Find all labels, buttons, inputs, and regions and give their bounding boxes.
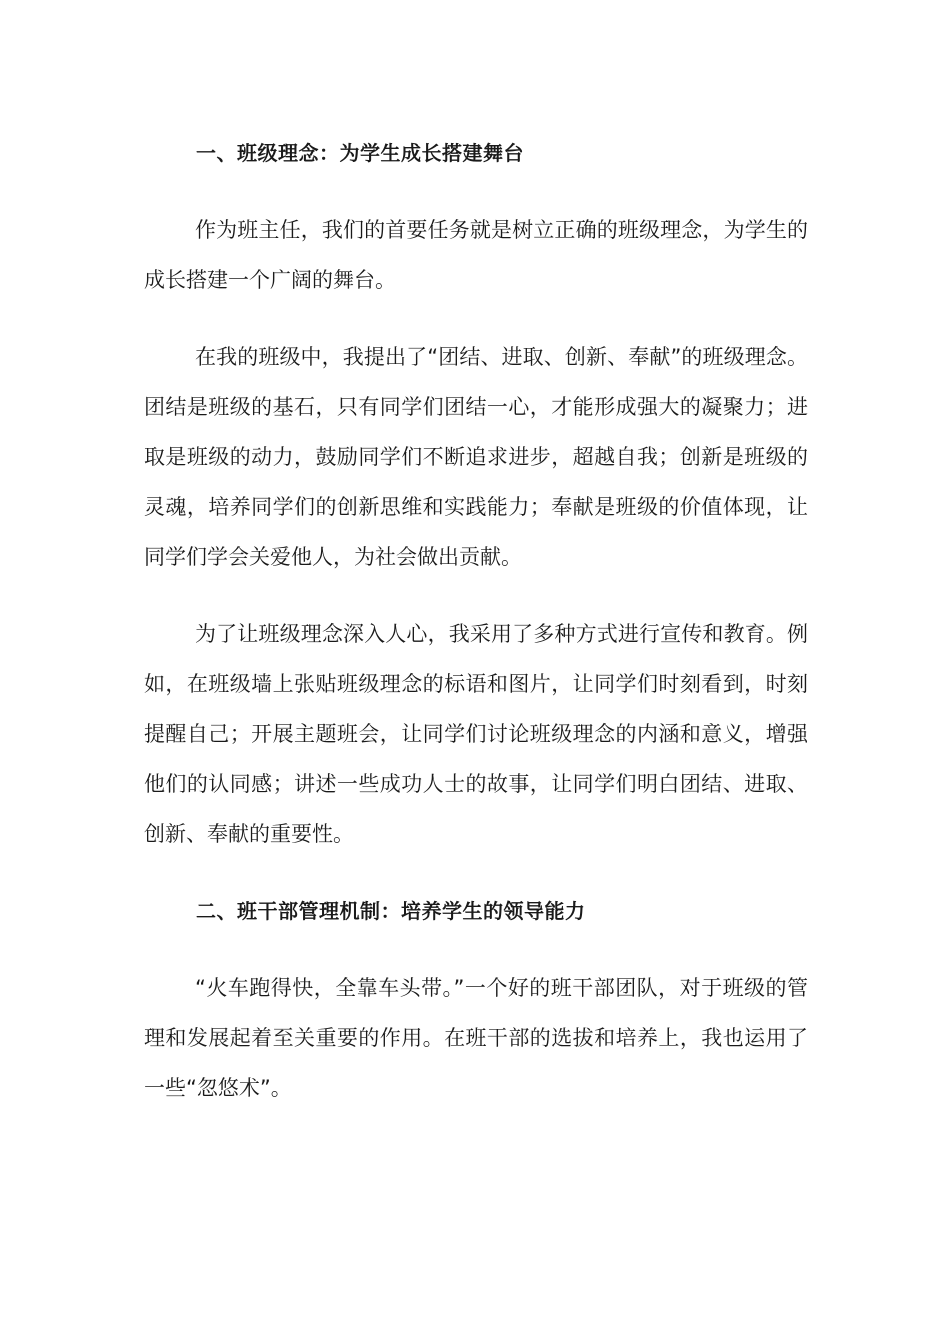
paragraph-3: 为了让班级理念深入人心，我采用了多种方式进行宣传和教育。例如，在班级墙上张贴班级理念的标语和图片，让同学们时刻看到，时刻提醒自己；开展主题班会，让同学们讨论班级理念的内涵和意义，增强他们的认同感；讲述一些成功人士的故事，让同学们明白团结、进取、创新、奉献的重要性。	[144, 622, 808, 846]
section-heading-2: 二、班干部管理机制：培养学生的领导能力	[196, 899, 586, 923]
document-body	[144, 128, 808, 1113]
paragraph-2: 在我的班级中，我提出了“团结、进取、创新、奉献”的班级理念。团结是班级的基石，只有同学们团结一心，才能形成强大的凝聚力；进取是班级的动力，鼓励同学们不断追求进步，超越自我；创新是班级的灵魂，培养同学们的创新思维和实践能力；奉献是班级的价值体现，让同学们学会关爱他人，为社会做出贡献。	[144, 345, 808, 569]
paragraph-1: 作为班主任，我们的首要任务就是树立正确的班级理念，为学生的成长搭建一个广阔的舞台。	[144, 218, 808, 292]
paragraph-4: “火车跑得快，全靠车头带。”一个好的班干部团队，对于班级的管理和发展起着至关重要的作用。在班干部的选拔和培养上，我也运用了一些“忽悠术”。	[144, 976, 808, 1100]
section-heading-1: 一、班级理念：为学生成长搭建舞台	[196, 141, 524, 165]
